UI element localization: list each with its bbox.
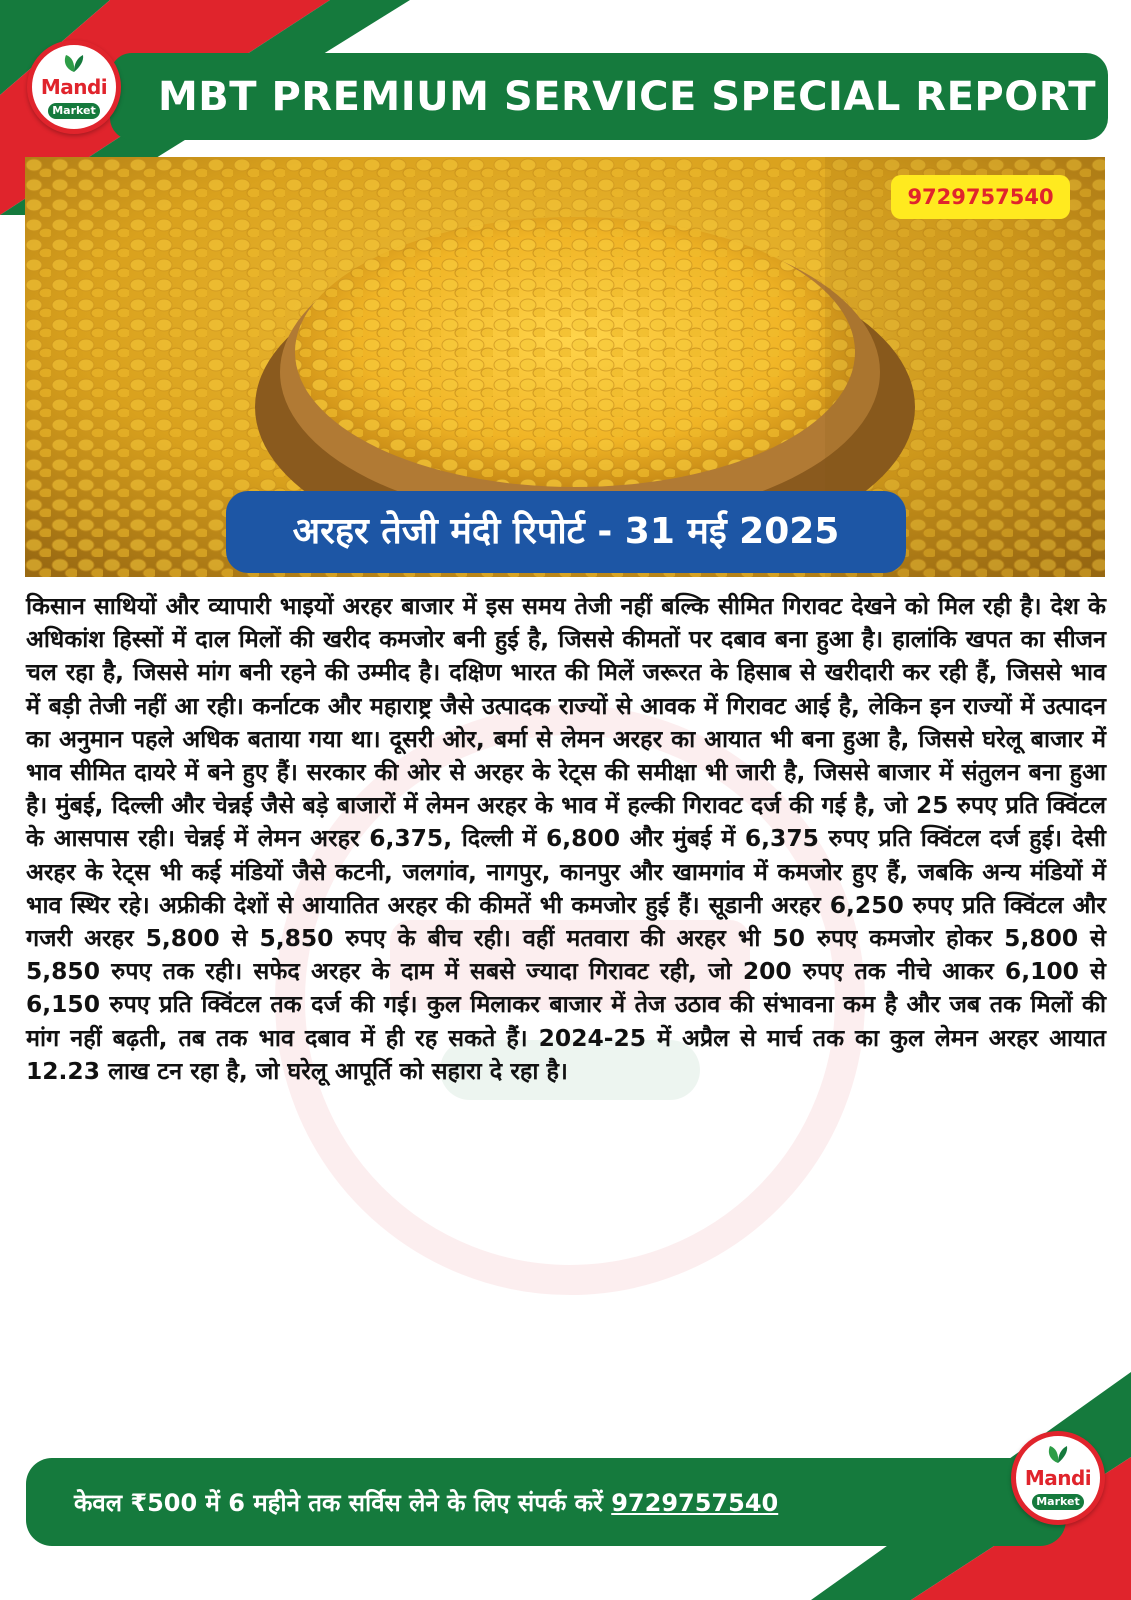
report-title: अरहर तेजी मंदी रिपोर्ट - 31 मई 2025 — [226, 491, 906, 573]
footer-offer: केवल ₹500 में 6 महीने तक सर्विस लेने के लिए संपर्क करें — [74, 1488, 612, 1517]
header-bar — [110, 53, 1108, 140]
mandi-market-logo-footer — [1011, 1431, 1105, 1525]
logo-brand: Mandi — [1024, 1466, 1092, 1490]
leaf-icon — [60, 53, 88, 73]
logo-tag: Market — [1032, 1494, 1084, 1510]
page-title: MBT PREMIUM SERVICE SPECIAL REPORT — [157, 73, 1096, 120]
phone-badge[interactable]: 9729757540 — [891, 175, 1070, 219]
footer-phone-link[interactable]: 9729757540 — [611, 1488, 779, 1517]
logo-tag: Market — [48, 103, 100, 119]
mandi-market-logo — [27, 40, 121, 134]
logo-brand: Mandi — [40, 75, 108, 99]
article-body: किसान साथियों और व्यापारी भाइयों अरहर बाजार में इस समय तेजी नहीं बल्कि सीमित गिरावट देखने को मिल रही है। देश के अधिकांश हिस्सों में दाल मिलों की खरीद कमजोर बनी हुई है, जिससे कीमतों पर दबाव बना हुआ है। हालांकि खपत का सीजन चल रहा है, जिससे मांग बनी रहने की उम्मीद है। दक्षिण भारत की मिलें जरूरत के हिसाब से खरीदारी कर रही हैं, जिससे भाव में बड़ी तेजी नहीं आ रही। कर्नाटक और महाराष्ट्र जैसे उत्पादक राज्यों से आवक में गिरावट आई है, लेकिन इन राज्यों में उत्पादन का अनुमान पहले अधिक बताया गया था। दूसरी ओर, बर्मा से लेमन अरहर का आयात भी बना हुआ है, जिससे घरेलू बाजार में भाव सीमित दायरे में बने हुए हैं। सरकार की ओर से अरहर के रेट्स की समीक्षा भी जारी है, जिससे बाजार में संतुलन बना हुआ है। मुंबई, दिल्ली और चेन्नई जैसे बड़े बाजारों में लेमन अरहर के भाव में हल्की गिरावट दर्ज की गई है, जो 25 रुपए प्रति क्विंटल के आसपास रही। चेन्नई में लेमन अरहर 6,375, दिल्ली में 6,800 और मुंबई में 6,375 रुपए प्रति क्विंटल दर्ज हुई। देसी अरहर के रेट्स भी कई मंडियों जैसे कटनी, जलगांव, नागपुर, कानपुर और खामगांव में कमजोर हुए हैं, जबकि अन्य मंडियों में भाव स्थिर रहे। अफ्रीकी देशों से आयातित अरहर की कीमतें भी कमजोर हुई हैं। सूडानी अरहर 6,250 रुपए प्रति क्विंटल और गजरी अरहर 5,800 से 5,850 रुपए के बीच रही। वहीं मतवारा की अरहर भी 50 रुपए कमजोर होकर 5,800 से 5,850 रुपए तक रही। सफेद अरहर के दाम में सबसे ज्यादा गिरावट रही, जो 200 रुपए तक नीचे आकर 6,100 से 6,150 रुपए प्रति क्विंटल तक दर्ज की गई। कुल मिलाकर बाजार में तेज उठाव की संभावना कम है और जब तक मिलों की मांग नहीं बढ़ती, तब तक भाव दबाव में ही रह सकते हैं। 2024-25 में अप्रैल से मार्च तक का कुल लेमन अरहर आयात 12.23 लाख टन रहा है, जो घरेलू आपूर्ति को सहारा दे रहा है। — [26, 592, 1107, 1085]
footer-bar — [26, 1458, 1066, 1546]
footer-text — [74, 1486, 778, 1519]
leaf-icon — [1044, 1444, 1072, 1464]
